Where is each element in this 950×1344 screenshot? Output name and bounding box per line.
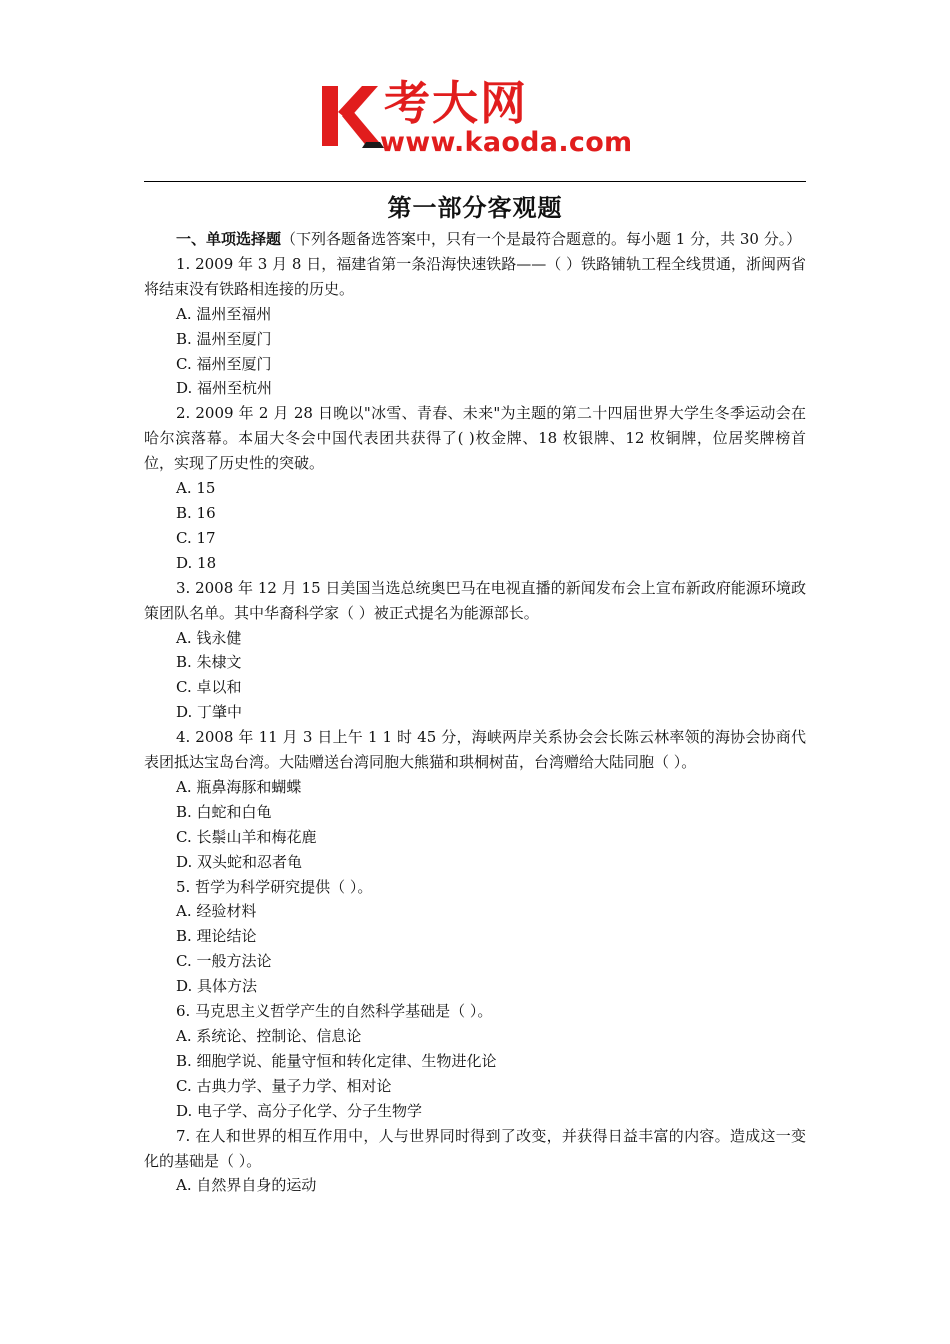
section-heading: 一、单项选择题 [176,230,282,248]
question-3-option-b: B. 朱棣文 [176,653,242,672]
part-title: 第一部分客观题 [387,193,563,222]
question-7-stem: 7. 在人和世界的相互作用中，人与世界同时得到了改变，并获得日益丰富的内容。造成这一变化的基础是（ ）。 [144,1126,806,1170]
question-1-option-a: A. 温州至福州 [176,304,272,323]
question-6-option-b: B. 细胞学说、能量守恒和转化定律、生物进化论 [176,1051,497,1070]
question-2-option-b: B. 16 [176,503,216,522]
question-3-option-a: A. 钱永健 [176,628,242,647]
question-6-option-d: D. 电子学、高分子化学、分子生物学 [176,1101,423,1120]
question-4-stem: 4. 2008 年 11 月 3 日上午 1 1 时 45 分，海峡两岸关系协会会长陈云林率领的海协会协商代表团抵达宝岛台湾。大陆赠送台湾同胞大熊猫和珙桐树苗，台湾赠给大陆同胞（ ）。 [144,728,806,772]
question-3-stem: 3. 2008 年 12 月 15 日美国当选总统奥巴马在电视直播的新闻发布会上宣布新政府能源环境政策团队名单。其中华裔科学家（ ）被正式提名为能源部长。 [144,578,806,622]
question-4-option-c: C. 长鬃山羊和梅花鹿 [176,827,317,846]
question-5-option-b: B. 理论结论 [176,927,257,946]
question-2-option-a: A. 15 [176,479,216,498]
logo-k-mark-icon [318,82,384,152]
question-6-option-a: A. 系统论、控制论、信息论 [176,1027,362,1045]
question-2-stem: 2. 2009 年 2 月 28 日晚以"冰雪、青春、未来"为主题的第二十四届世界大学生冬季运动会在哈尔滨落幕。本届大冬会中国代表团共获得了( )枚金牌、18 枚银牌、12 枚铜牌，位居奖牌榜首位，实现了历史性的突破。 [144,404,806,473]
question-3-option-c: C. 卓以和 [176,678,242,697]
question-6-stem: 6. 马克思主义哲学产生的自然科学基础是（ ）。 [176,1002,493,1021]
question-4-option-a: A. 瓶鼻海豚和蝴蝶 [176,777,302,796]
question-1-stem: 1. 2009 年 3 月 8 日，福建省第一条沿海快速铁路——（ ）铁路铺轨工程全线贯通，浙闽两省将结束没有铁路相连接的历史。 [144,254,806,298]
question-1-option-c: C. 福州至厦门 [176,354,272,373]
question-2-option-c: C. 17 [176,528,216,547]
question-5-option-a: A. 经验材料 [176,902,257,921]
question-1-option-d: D. 福州至杭州 [176,379,273,398]
question-5-option-c: C. 一般方法论 [176,952,272,971]
document-body [144,189,806,1198]
logo-url-text: www.kaoda.com [380,127,633,158]
question-1-option-b: B. 温州至厦门 [176,329,272,348]
question-5-stem: 5. 哲学为科学研究提供（ ）。 [176,877,373,896]
question-3-option-d: D. 丁肇中 [176,703,243,722]
header-divider [144,181,806,182]
question-7-option-a: A. 自然界自身的运动 [176,1176,317,1195]
section-instructions: （下列各题备选答案中，只有一个是最符合题意的。每小题 1 分，共 30 分。） [281,230,802,248]
question-6-option-c: C. 古典力学、量子力学、相对论 [176,1076,392,1095]
question-4-option-b: B. 白蛇和白龟 [176,802,272,821]
question-4-option-d: D. 双头蛇和忍者龟 [176,852,303,871]
section-intro [144,227,806,252]
question-5-option-d: D. 具体方法 [176,977,258,996]
logo-chinese-text: 考大网 [384,76,528,130]
question-2-option-d: D. 18 [176,553,217,572]
kaoda-logo [318,78,648,162]
